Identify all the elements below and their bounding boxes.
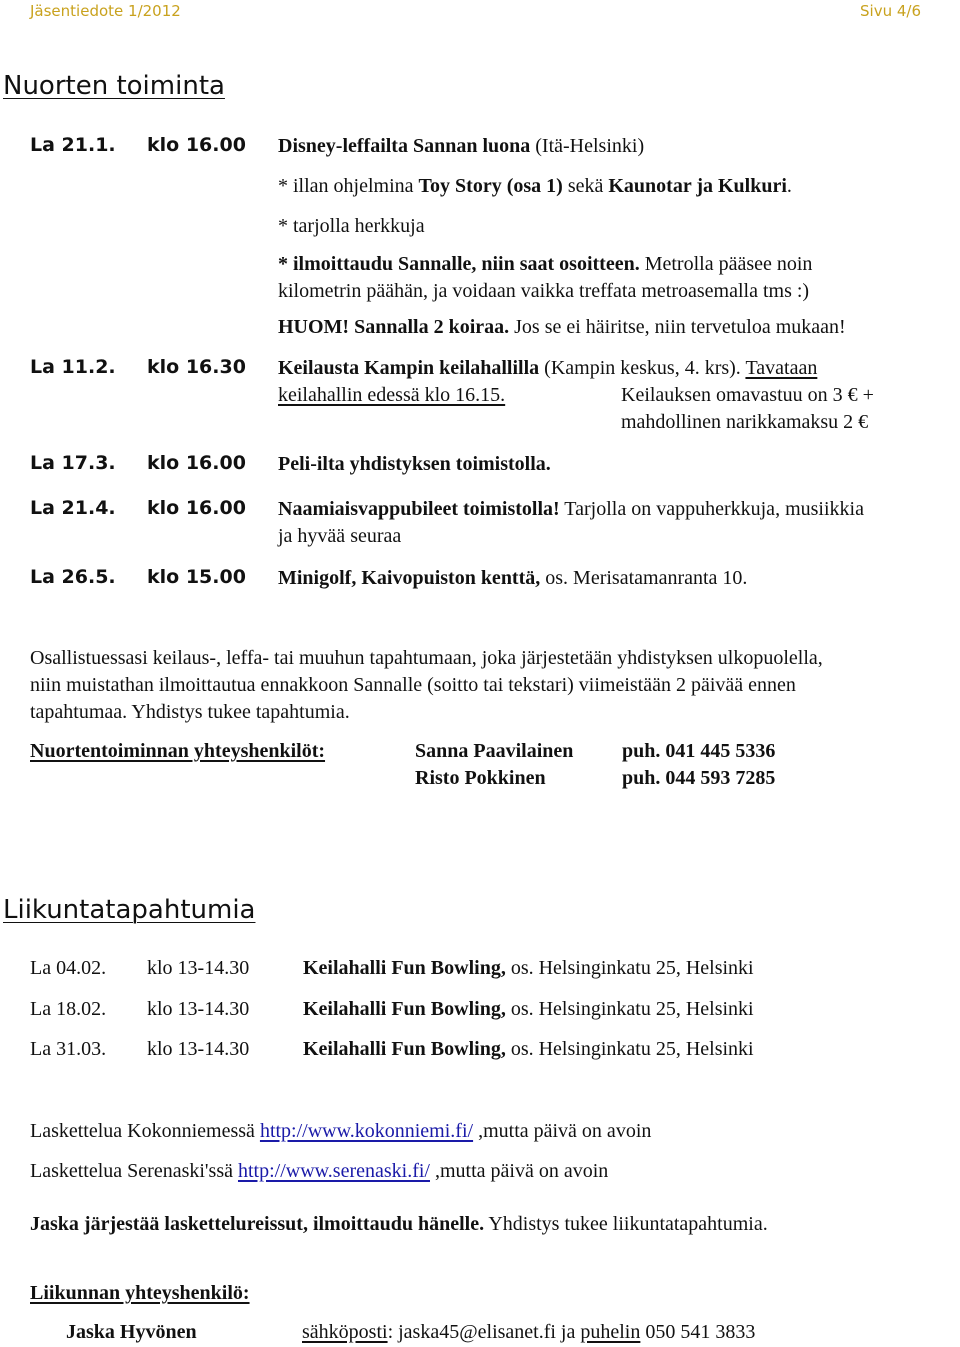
- contact-name: Sanna Paavilainen: [415, 740, 574, 762]
- event-title: [278, 357, 817, 380]
- contact-name: Risto Pokkinen: [415, 767, 546, 789]
- document-title: Jäsentiedote 1/2012: [30, 2, 181, 20]
- event-title-rest: (Kampin keskus, 4. krs).: [539, 357, 741, 379]
- sports-date: La 04.02.: [30, 957, 107, 979]
- event-date: La 21.4.: [30, 497, 116, 519]
- place-name: Keilahalli Fun Bowling,: [303, 998, 506, 1020]
- note-paragraph-line: niin muistathan ilmoittautua ennakkoon Sannalle (soitto tai tekstari) viimeistään 2 päivää ennen: [30, 674, 796, 696]
- trips-bold: Jaska järjestää laskettelureissut, ilmoittaudu hänelle.: [30, 1213, 485, 1235]
- detail-text: .: [786, 175, 792, 197]
- email-value: : jaska45@elisanet.fi ja: [387, 1321, 581, 1343]
- sports-date: La 31.03.: [30, 1038, 107, 1060]
- section-title-youth: Nuorten toiminta: [3, 71, 225, 101]
- contact-name: Jaska Hyvönen: [66, 1321, 197, 1343]
- sports-place: [303, 957, 754, 980]
- detail-text: Metrolla pääsee noin: [639, 253, 813, 275]
- contact-details: [302, 1321, 755, 1344]
- detail-text: Jos se ei häiritse, niin tervetuloa mukaan!: [509, 316, 846, 338]
- page-number: Sivu 4/6: [860, 2, 921, 20]
- detail-bold: HUOM! Sannalla 2 koiraa.: [278, 316, 510, 338]
- trips-text: Yhdistys tukee liikuntatapahtumia.: [484, 1213, 768, 1235]
- event-date: La 17.3.: [30, 452, 116, 474]
- phone-value: 050 541 3833: [640, 1321, 756, 1343]
- event-detail: [278, 253, 812, 276]
- event-detail: [278, 175, 792, 198]
- event-date: La 21.1.: [30, 134, 116, 156]
- sports-place: [303, 1038, 754, 1061]
- event-time: klo 15.00: [147, 566, 246, 588]
- sports-time: klo 13-14.30: [147, 998, 250, 1020]
- event-title-rest: (Itä-Helsinki): [530, 135, 645, 157]
- place-name: Keilahalli Fun Bowling,: [303, 1038, 506, 1060]
- movie-title: Kaunotar ja Kulkuri: [608, 175, 787, 197]
- event-detail: [278, 316, 846, 339]
- kokonniemi-link[interactable]: http://www.kokonniemi.fi/: [259, 1120, 474, 1142]
- ski-text: Laskettelua Kokonniemessä: [30, 1120, 260, 1142]
- event-title-bold: Minigolf, Kaivopuiston kenttä,: [278, 567, 541, 589]
- phone-label: puhelin: [580, 1321, 641, 1343]
- event-date: La 11.2.: [30, 356, 116, 378]
- place-address: os. Helsinginkatu 25, Helsinki: [505, 957, 754, 979]
- ski-text: Laskettelua Serenaski'ssä: [30, 1160, 238, 1182]
- event-time: klo 16.00: [147, 134, 246, 156]
- sports-time: klo 13-14.30: [147, 957, 250, 979]
- meeting-info: Tavataan: [745, 357, 818, 379]
- movie-title: Toy Story (osa 1): [418, 175, 563, 197]
- event-title: [278, 567, 747, 590]
- detail-bold: * ilmoittaudu Sannalle, niin saat osoitteen.: [278, 253, 640, 275]
- place-name: Keilahalli Fun Bowling,: [303, 957, 506, 979]
- event-time: klo 16.00: [147, 497, 246, 519]
- sports-place: [303, 998, 754, 1021]
- note-paragraph-line: Osallistuessasi keilaus-, leffa- tai muuhun tapahtumaan, joka järjestetään yhdistyksen ulkopuolella,: [30, 647, 823, 669]
- contact-phone: puh. 044 593 7285: [622, 767, 776, 789]
- note-paragraph-line: tapahtumaa. Yhdistys tukee tapahtumia.: [30, 701, 350, 723]
- email-label: sähköposti: [302, 1321, 388, 1343]
- ski-info: [30, 1120, 651, 1143]
- trips-info: [30, 1213, 768, 1236]
- sports-time: klo 13-14.30: [147, 1038, 250, 1060]
- event-title-rest: Tarjolla on vappuherkkuja, musiikkia: [559, 498, 864, 520]
- event-title: [278, 135, 644, 158]
- detail-text: sekä: [562, 175, 609, 197]
- event-date: La 26.5.: [30, 566, 116, 588]
- meeting-info: keilahallin edessä klo 16.15.: [278, 384, 506, 406]
- sports-contact-label: Liikunnan yhteyshenkilö:: [30, 1282, 250, 1304]
- event-time: klo 16.30: [147, 356, 246, 378]
- event-title-bold: Naamiaisvappubileet toimistolla!: [278, 498, 560, 520]
- sports-date: La 18.02.: [30, 998, 107, 1020]
- event-title: Peli-ilta yhdistyksen toimistolla.: [278, 453, 551, 475]
- contacts-label: Nuortentoiminnan yhteyshenkilöt:: [30, 740, 326, 762]
- ski-text: ,mutta päivä on avoin: [430, 1160, 609, 1182]
- event-detail: kilometrin päähän, ja voidaan vaikka treffata metroasemalla tms :): [278, 280, 810, 302]
- event-title-bold: Keilausta Kampin keilahallilla: [278, 357, 540, 379]
- event-detail: * tarjolla herkkuja: [278, 215, 425, 237]
- serenaski-link[interactable]: http://www.serenaski.fi/: [237, 1160, 430, 1182]
- event-title-bold: Disney-leffailta Sannan luona: [278, 135, 531, 157]
- place-address: os. Helsinginkatu 25, Helsinki: [505, 1038, 754, 1060]
- event-title: [278, 498, 864, 521]
- cost-info: mahdollinen narikkamaksu 2 €: [621, 411, 869, 433]
- event-detail: ja hyvää seuraa: [278, 525, 402, 547]
- ski-text: ,mutta päivä on avoin: [473, 1120, 652, 1142]
- event-title-rest: os. Merisatamanranta 10.: [540, 567, 748, 589]
- detail-text: * illan ohjelmina: [278, 175, 419, 197]
- ski-info: [30, 1160, 608, 1183]
- place-address: os. Helsinginkatu 25, Helsinki: [505, 998, 754, 1020]
- event-time: klo 16.00: [147, 452, 246, 474]
- section-title-sports: Liikuntatapahtumia: [3, 895, 256, 925]
- cost-info: Keilauksen omavastuu on 3 € +: [621, 384, 874, 406]
- contact-phone: puh. 041 445 5336: [622, 740, 776, 762]
